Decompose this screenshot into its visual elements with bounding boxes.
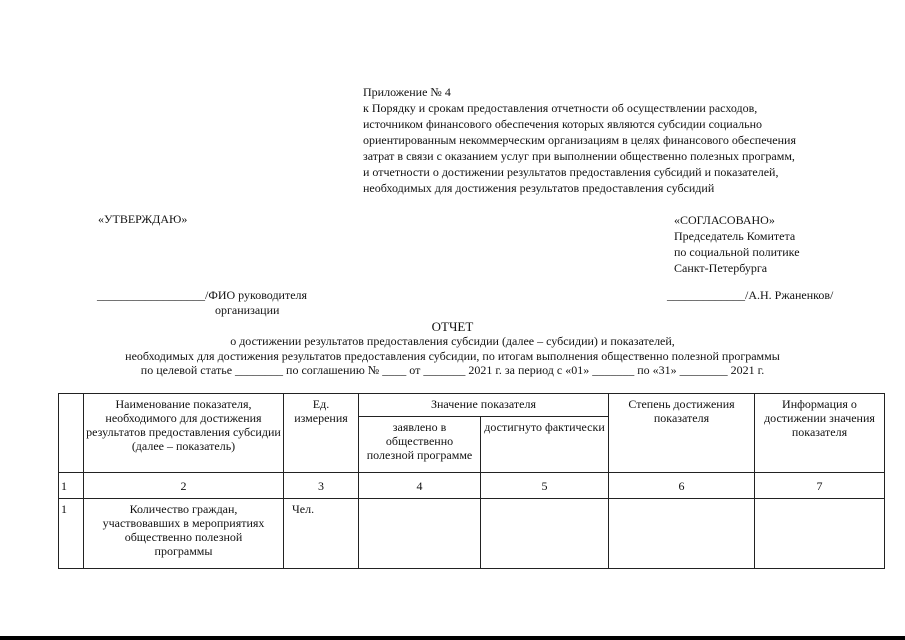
- column-number-cell: 1: [59, 473, 84, 499]
- header-name: Наименование показателя, необходимого для достижения результатов предоставления субсидии (далее – показатель): [84, 394, 284, 473]
- signature-left: [97, 288, 307, 318]
- agreed-block: [674, 212, 800, 276]
- column-number-cell: 3: [284, 473, 359, 499]
- appendix-line: ориентированным некоммерческим организациям в целях финансового обеспечения: [363, 133, 796, 147]
- column-number-cell: 6: [609, 473, 755, 499]
- row-name: Количество граждан, участвовавших в мероприятиях общественно полезной программы: [84, 499, 284, 569]
- bottom-rule: [0, 636, 905, 640]
- appendix-title: Приложение № 4: [363, 85, 451, 99]
- row-degree: [609, 499, 755, 569]
- appendix-line: необходимых для достижения результатов предоставления субсидий: [363, 181, 715, 195]
- report-title: ОТЧЕТ: [431, 319, 474, 334]
- report-line-1: о достижении результатов предоставления субсидии (далее – субсидии) и показателей,: [230, 334, 675, 348]
- appendix-line: затрат в связи с оказанием услуг при выполнении общественно полезных программ,: [363, 149, 795, 163]
- column-number-cell: 2: [84, 473, 284, 499]
- header-value-group: Значение показателя: [359, 394, 609, 417]
- signature-right: _____________/А.Н. Ржаненков/: [667, 288, 834, 302]
- row-number: 1: [59, 499, 84, 569]
- agreed-line: Санкт-Петербурга: [674, 261, 768, 275]
- signature-left-line: __________________/ФИО руководителя: [97, 288, 308, 302]
- row-achieved: [481, 499, 609, 569]
- approve-label: «УТВЕРЖДАЮ»: [98, 212, 188, 226]
- appendix-line: источником финансового обеспечения которых являются субсидии социально: [363, 117, 763, 131]
- row-unit: Чел.: [284, 499, 359, 569]
- row-info: [755, 499, 885, 569]
- row-declared: [359, 499, 481, 569]
- agreed-line: Председатель Комитета: [674, 229, 796, 243]
- report-line-3: по целевой статье ________ по соглашению № ____ от _______ 2021 г. за период с «01» _______ по «31» ________ 2021 г.: [140, 363, 765, 377]
- appendix-block: [363, 84, 796, 196]
- indicator-table: [58, 393, 885, 569]
- appendix-line: к Порядку и срокам предоставления отчетности об осуществлении расходов,: [363, 101, 758, 115]
- header-number: [59, 394, 84, 473]
- header-unit: Ед. измерения: [284, 394, 359, 473]
- column-number-cell: 5: [481, 473, 609, 499]
- column-number-cell: 4: [359, 473, 481, 499]
- header-declared: заявлено в общественно полезной программе: [359, 417, 481, 473]
- agreed-line: по социальной политике: [674, 245, 800, 259]
- header-info: Информация о достижении значения показателя: [755, 394, 885, 473]
- column-number-cell: 7: [755, 473, 885, 499]
- report-line-2: необходимых для достижения результатов предоставления субсидии, по итогам выполнения общественно полезной программы: [125, 349, 780, 363]
- agreed-label: «СОГЛАСОВАНО»: [674, 213, 775, 227]
- signature-left-line2: организации: [215, 303, 280, 317]
- appendix-line: и отчетности о достижении результатов предоставления субсидий и показателей,: [363, 165, 779, 179]
- header-degree: Степень достижения показателя: [609, 394, 755, 473]
- header-achieved: достигнуто фактически: [481, 417, 609, 473]
